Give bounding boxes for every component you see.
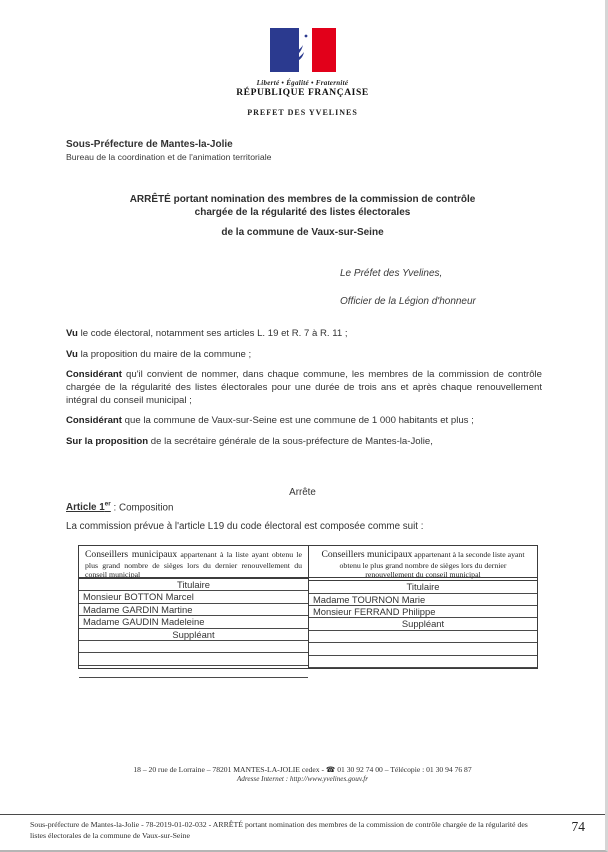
table-row [309, 643, 537, 655]
table-rows-left [79, 579, 308, 678]
table-row [79, 653, 308, 665]
recital-paragraph: Vu la proposition du maire de la commune ; [66, 348, 252, 360]
table-row [309, 631, 537, 643]
page-number: 74 [571, 819, 585, 834]
author-line-2: Officier de la Légion d'honneur [340, 296, 476, 307]
footer-caption: Sous-préfecture de Mantes-la-Jolie - 78-2019-01-02-032 - ARRÊTÉ portant nomination des membres de la commission de contrôle chargée de la régularité des listes électorales de la commune de Vaux-sur-Seine [30, 820, 528, 840]
table-row: Madame GARDIN Martine [79, 604, 308, 616]
footer-address: 18 – 20 rue de Lorraine – 78201 MANTES-LA-JOLIE cedex - ☎ 01 30 92 74 00 – Télécopie : 01 30 94 76 87 [133, 765, 472, 774]
sender-bureau: Bureau de la coordination et de l'animation territoriale [66, 152, 272, 162]
table-header-second-list: Conseillers municipaux appartenant à la seconde liste ayant obtenu le plus grand nombre de sièges lors du dernier renouvellement du conseil municipal [309, 546, 537, 578]
author-line-1: Le Préfet des Yvelines, [340, 268, 443, 279]
table-row: Suppléant [309, 618, 537, 630]
table-header-majority-list: Conseillers municipaux appartenant à la liste ayant obtenu le plus grand nombre de sièges lors du dernier renouvellement du conseil municipal [79, 546, 308, 578]
republique-francaise-logo [270, 28, 336, 72]
table-row [79, 666, 308, 678]
table-row [79, 641, 308, 653]
title-commune: de la commune de Vaux-sur-Seine [221, 227, 384, 238]
table-row: Madame TOURNON Marie [309, 594, 537, 606]
prefect-label: PREFET DES YVELINES [247, 108, 358, 117]
arrete-heading: Arrête [289, 487, 316, 498]
table-row: Suppléant [79, 629, 308, 641]
title-line-1: ARRÊTÉ portant nomination des membres de la commission de contrôle [129, 194, 476, 205]
document-title [60, 193, 545, 239]
recitals-section [66, 328, 542, 457]
table-column-second-list [308, 546, 537, 668]
footer-divider [0, 814, 605, 815]
footer-internet-address: Adresse Internet : http://www.yvelines.gouv.fr [236, 775, 369, 783]
table-column-majority-list [79, 546, 308, 668]
table-row: Monsieur FERRAND Philippe [309, 606, 537, 618]
recital-paragraph: Sur la proposition de la secrétaire générale de la sous-préfecture de Mantes-la-Jolie, [66, 435, 433, 447]
article-1-label: Article 1er [66, 501, 111, 514]
sender-block [66, 139, 271, 162]
logo-motto: Liberté • Égalité • Fraternité [256, 79, 349, 87]
table-row: Monsieur BOTTON Marcel [79, 591, 308, 603]
recital-paragraph: Considérant qu'il convient de nommer, dans chaque commune, les membres de la commission de contrôle chargée de la régularité des listes électorales pour une durée de trois ans et après chaque renouvellement intégral du conseil municipal ; [66, 369, 542, 406]
recital-paragraph: Vu le code électoral, notamment ses articles L. 19 et R. 7 à R. 11 ; [66, 328, 348, 339]
logo-republic-label: RÉPUBLIQUE FRANÇAISE [236, 88, 369, 98]
article-1-line [66, 501, 173, 513]
article-1-suffix: : Composition [110, 502, 174, 514]
table-row: Titulaire [309, 581, 537, 593]
commission-intro: La commission prévue à l'article L19 du code électoral est composée comme suit : [66, 521, 424, 532]
table-row [309, 656, 537, 668]
author-block [340, 268, 476, 307]
commission-table [78, 545, 538, 669]
masthead [0, 0, 605, 117]
table-rows-right [309, 581, 537, 668]
recital-paragraph: Considérant que la commune de Vaux-sur-Seine est une commune de 1 000 habitants et plus ; [66, 415, 474, 427]
sender-name: Sous-Préfecture de Mantes-la-Jolie [66, 139, 233, 150]
title-line-2: chargée de la régularité des listes électorales [194, 207, 411, 218]
table-row: Titulaire [79, 579, 308, 591]
table-row: Madame GAUDIN Madeleine [79, 616, 308, 628]
